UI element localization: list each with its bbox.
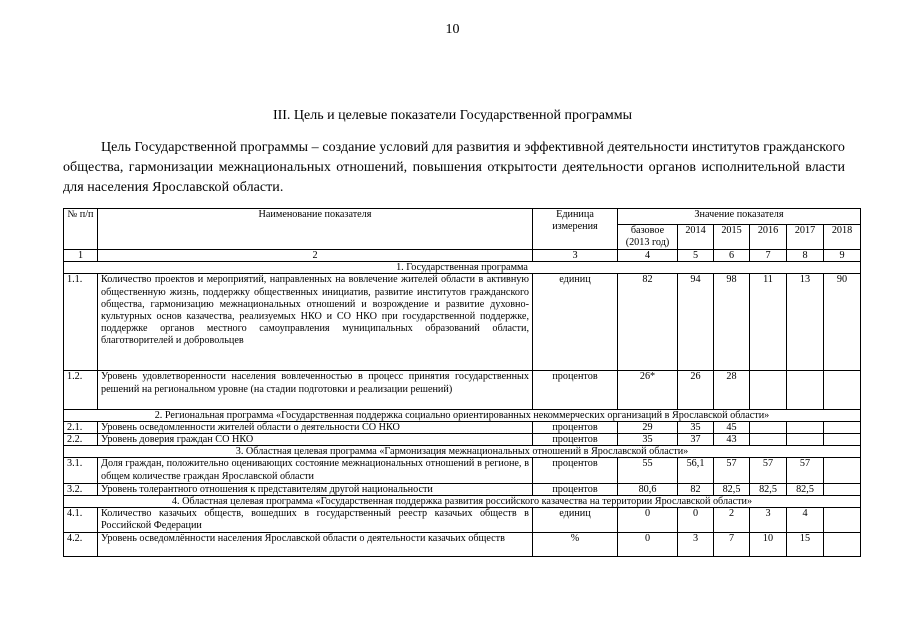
row-name: Доля граждан, положительно оценивающих состояние межнациональных отношений в регионе, в общем количестве граждан Ярославской области [98,458,533,483]
row-num: 4.2. [64,533,98,557]
row-y2014: 26 [678,371,714,410]
header-values-group: Значение показателя [618,209,861,225]
table-row [64,507,861,532]
col-number: 1 [64,250,98,262]
row-y2017 [787,371,824,410]
header-row [64,209,861,225]
header-year: 2017 [787,225,824,250]
row-y2017 [787,422,824,434]
section-row [64,446,861,458]
row-unit: единиц [533,507,618,532]
row-y2015: 2 [714,507,750,532]
row-y2016 [750,422,787,434]
row-y2018 [824,434,861,446]
table-row [64,434,861,446]
row-base: 0 [618,507,678,532]
table-row [64,274,861,371]
row-unit: % [533,533,618,557]
row-base: 82 [618,274,678,371]
header-year: 2014 [678,225,714,250]
row-unit: процентов [533,422,618,434]
table-row [64,422,861,434]
row-unit: процентов [533,371,618,410]
row-y2017 [787,434,824,446]
header-year: 2015 [714,225,750,250]
row-y2018 [824,422,861,434]
row-y2017: 57 [787,458,824,483]
row-y2016 [750,371,787,410]
row-y2014: 35 [678,422,714,434]
column-numbers-row [64,250,861,262]
row-num: 1.2. [64,371,98,410]
intro-paragraph: Цель Государственной программы – создание условий для развития и эффективной деятельности институтов гражданского общества, гармонизации межнациональных отношений, повышения открытости деятельности органов исполнительной власти для населения Ярославской области. [63,140,845,195]
section-row [64,495,861,507]
indicators-table [63,208,861,557]
row-y2015: 28 [714,371,750,410]
header-year: 2016 [750,225,787,250]
col-number: 4 [618,250,678,262]
row-y2016 [750,434,787,446]
row-base: 0 [618,533,678,557]
section-title-cell: 1. Государственная программа [64,262,861,274]
row-y2014: 0 [678,507,714,532]
section-title-cell: 2. Региональная программа «Государственная поддержка социально ориентированных некоммерческих организаций в Ярославской области» [64,410,861,422]
row-y2016: 82,5 [750,483,787,495]
section-title-cell: 4. Областная целевая программа «Государственная поддержка развития российского казачества на территории Ярославской области» [64,495,861,507]
row-name: Уровень осведомленности жителей области о деятельности СО НКО [98,422,533,434]
row-num: 1.1. [64,274,98,371]
col-number: 5 [678,250,714,262]
row-y2018 [824,507,861,532]
page-number: 10 [445,22,460,37]
row-base: 29 [618,422,678,434]
row-name: Уровень доверия граждан СО НКО [98,434,533,446]
row-num: 2.2. [64,434,98,446]
row-base: 55 [618,458,678,483]
table-row [64,533,861,557]
row-y2014: 94 [678,274,714,371]
row-name: Уровень удовлетворенности населения вовлеченностью в процесс принятия государственных решений на региональном уровне (на стадии подготовки и реализации решений) [98,371,533,410]
row-y2016: 11 [750,274,787,371]
table-row [64,371,861,410]
row-name: Количество проектов и мероприятий, направленных на вовлечение жителей области в активную общественную жизнь, поддержку общественных инициатив, развитие институтов гражданского общества, гармонизацию межнациональных отношений и возрождение и развитие духовно-культурных основ казачества, реализуемых НКО и СО НКО при государственной поддержке, поддержке органов местного самоуправления муниципальных образований области, благотворителей и добровольцев [98,274,533,371]
row-y2015: 57 [714,458,750,483]
row-y2015: 82,5 [714,483,750,495]
row-y2015: 45 [714,422,750,434]
row-unit: процентов [533,434,618,446]
header-base: базовое (2013 год) [618,225,678,250]
row-unit: единиц [533,274,618,371]
row-y2017: 82,5 [787,483,824,495]
table-row [64,483,861,495]
header-unit: Единица измерения [533,209,618,250]
row-unit: процентов [533,458,618,483]
header-year: 2018 [824,225,861,250]
row-y2017: 4 [787,507,824,532]
row-y2015: 7 [714,533,750,557]
row-num: 3.2. [64,483,98,495]
header-num: № п/п [64,209,98,250]
row-base: 80,6 [618,483,678,495]
row-num: 2.1. [64,422,98,434]
section-title: III. Цель и целевые показатели Государственной программы [272,108,633,123]
row-y2017: 15 [787,533,824,557]
row-unit: процентов [533,483,618,495]
section-row [64,410,861,422]
col-number: 7 [750,250,787,262]
row-y2016: 10 [750,533,787,557]
col-number: 8 [787,250,824,262]
row-y2018: 90 [824,274,861,371]
col-number: 9 [824,250,861,262]
section-row [64,262,861,274]
row-y2018 [824,533,861,557]
table-row [64,458,861,483]
row-y2015: 43 [714,434,750,446]
header-name: Наименование показателя [98,209,533,250]
col-number: 6 [714,250,750,262]
section-title-cell: 3. Областная целевая программа «Гармонизация межнациональных отношений в Ярославской области» [64,446,861,458]
row-y2014: 56,1 [678,458,714,483]
row-num: 4.1. [64,507,98,532]
row-num: 3.1. [64,458,98,483]
row-y2014: 82 [678,483,714,495]
col-number: 2 [98,250,533,262]
row-y2015: 98 [714,274,750,371]
row-y2014: 3 [678,533,714,557]
row-base: 35 [618,434,678,446]
row-y2018 [824,371,861,410]
row-name: Уровень толерантного отношения к представителям другой национальности [98,483,533,495]
col-number: 3 [533,250,618,262]
row-y2016: 3 [750,507,787,532]
row-name: Количество казачьих обществ, вошедших в государственный реестр казачьих обществ в Российской Федерации [98,507,533,532]
row-y2018 [824,483,861,495]
row-y2016: 57 [750,458,787,483]
row-y2017: 13 [787,274,824,371]
row-base: 26* [618,371,678,410]
row-y2014: 37 [678,434,714,446]
row-y2018 [824,458,861,483]
row-name: Уровень осведомлённости населения Ярославской области о деятельности казачьих обществ [98,533,533,557]
